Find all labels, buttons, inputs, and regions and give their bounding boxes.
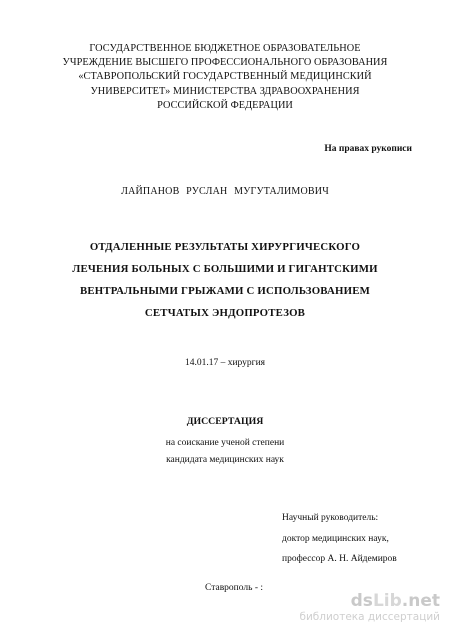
watermark-ds: ds [350, 591, 373, 611]
organization-line: ГОСУДАРСТВЕННОЕ БЮДЖЕТНОЕ ОБРАЗОВАТЕЛЬНОЕ [89, 43, 361, 54]
organization-line: «СТАВРОПОЛЬСКИЙ ГОСУДАРСТВЕННЫЙ МЕДИЦИНСКИЙ [78, 71, 372, 83]
manuscript-note: На правах рукописи [324, 144, 412, 154]
dslib-watermark[interactable] [299, 592, 440, 624]
organization-header [0, 42, 450, 113]
degree-info [0, 435, 450, 469]
watermark-lib: Lib [372, 591, 402, 611]
title-line: ЛЕЧЕНИЯ БОЛЬНЫХ С БОЛЬШИМИ И ГИГАНТСКИМИ [72, 263, 378, 275]
watermark-caption: библиотека диссертаций [299, 611, 440, 623]
dissertation-heading: ДИССЕРТАЦИЯ [186, 416, 264, 427]
organization-line: УЧРЕЖДЕНИЕ ВЫСШЕГО ПРОФЕССИОНАЛЬНОГО ОБРАЗОВАНИЯ [62, 57, 388, 69]
title-line: ОТДАЛЕННЫЕ РЕЗУЛЬТАТЫ ХИРУРГИЧЕСКОГО [89, 241, 361, 253]
organization-line: УНИВЕРСИТЕТ» МИНИСТЕРСТВА ЗДРАВООХРАНЕНИЯ [90, 85, 360, 97]
supervisor-line: профессор А. Н. Айдемиров [282, 554, 397, 564]
supervisor-block [282, 508, 397, 570]
degree-line: кандидата медицинских наук [166, 455, 284, 465]
degree-line: на соискание ученой степени [165, 438, 285, 448]
supervisor-line: Научный руководитель: [282, 513, 379, 523]
dissertation-title [0, 236, 450, 324]
author-name: ЛАЙПАНОВ РУСЛАН МУГУТАЛИМОВИЧ [121, 186, 329, 197]
title-line: СЕТЧАТЫХ ЭНДОПРОТЕЗОВ [144, 307, 306, 319]
city-year: Ставрополь - : [205, 583, 264, 593]
title-line: ВЕНТРАЛЬНЫМИ ГРЫЖАМИ С ИСПОЛЬЗОВАНИЕМ [79, 285, 371, 297]
supervisor-line: доктор медицинских наук, [282, 533, 389, 544]
organization-line: РОССИЙСКОЙ ФЕДЕРАЦИИ [157, 99, 293, 111]
watermark-logo [299, 592, 440, 610]
specialty-code: 14.01.17 – хирургия [184, 358, 266, 368]
watermark-net: .net [401, 591, 440, 611]
